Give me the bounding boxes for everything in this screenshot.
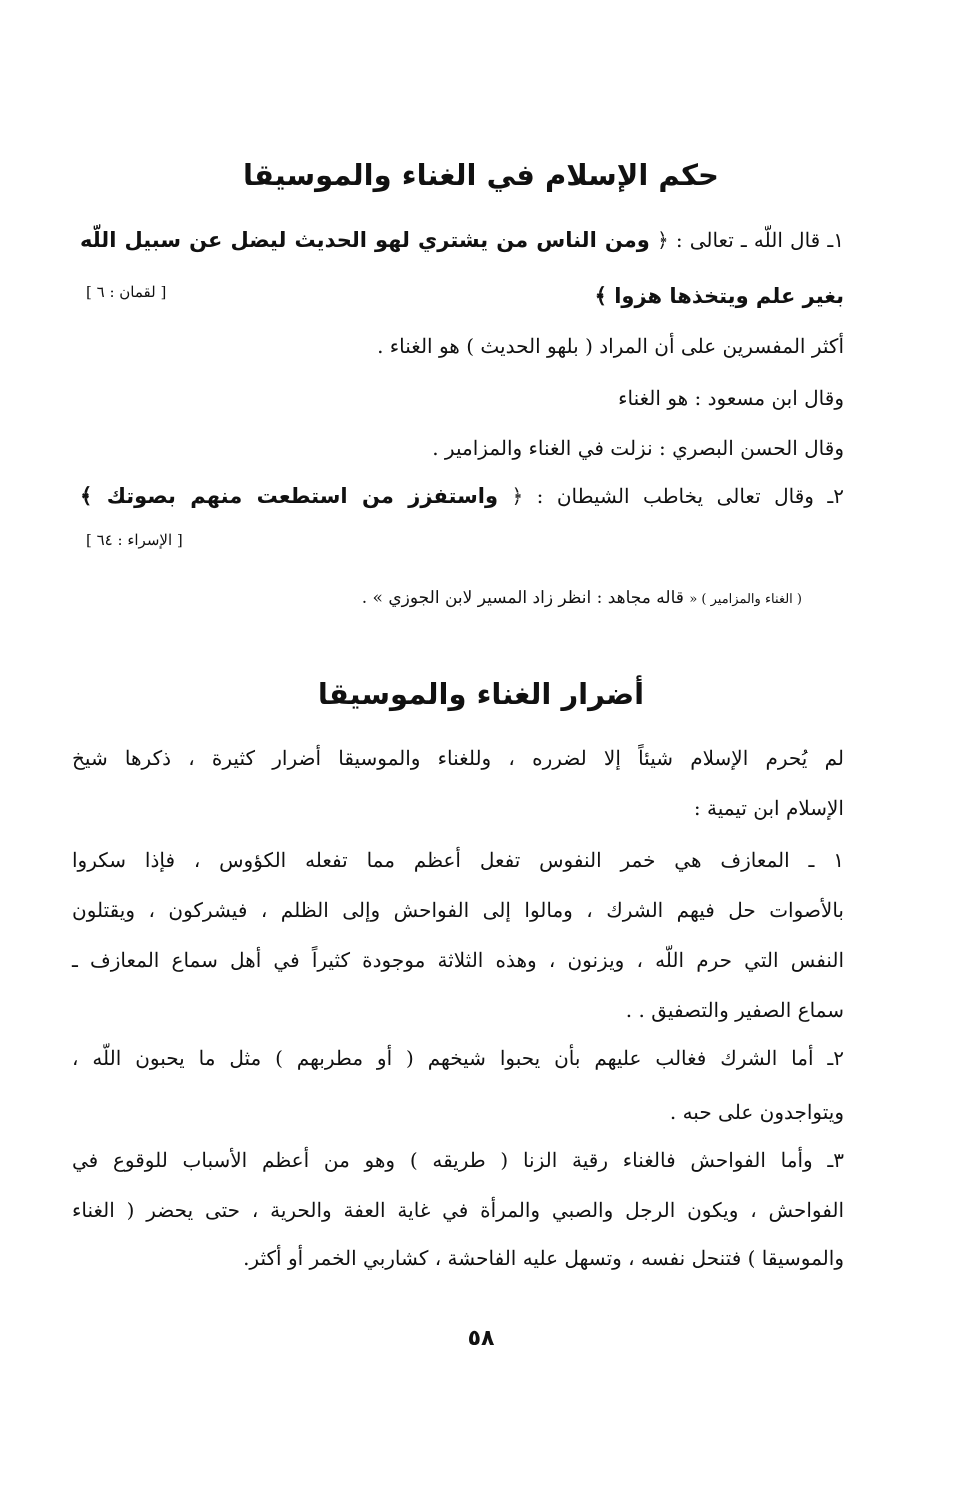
verse-reference-isra: [ الإسراء : ٦٤ ] bbox=[86, 531, 183, 549]
paragraph-line: ٣ـ وأما الفواحش فالغناء رقية الزنا ( طريقه ) وهو من أعظم الأسباب للوقوع في bbox=[72, 1148, 844, 1172]
footnote-text: قاله مجاهد : انظر زاد المسير لابن الجوزي » . bbox=[361, 588, 690, 608]
section-title-ruling: حكم الإسلام في الغناء والموسيقا bbox=[243, 158, 719, 192]
verse-line-3 bbox=[80, 478, 844, 514]
paragraph-line: والموسيقا ) فتنحل نفسه ، وتسهل عليه الفاحشة ، كشاربي الخمر أو أكثر. bbox=[243, 1246, 844, 1270]
paragraph-line: النفس التي حرم اللّه ، ويزنون ، وهذه الثلاثة موجودة كثيراً في أهل سماع المعازف ـ bbox=[72, 948, 844, 972]
paragraph-line: بالأصوات حل فيهم الشرك ، ومالوا إلى الفواحش وإلى الظلم ، فيشركون ، ويقتلون bbox=[72, 898, 844, 922]
footnote-small-text: ( الغناء والمزامير ) « bbox=[689, 592, 802, 607]
page-number: ٥٨ bbox=[467, 1326, 495, 1351]
quran-verse-text: ومن الناس من يشتري لهو الحديث ليضل عن سبيل اللّه bbox=[80, 228, 650, 252]
text-line: أكثر المفسرين على أن المراد ( بلهو الحديث ) هو الغناء . bbox=[377, 334, 844, 358]
paragraph-line: سماع الصفير والتصفيق . . bbox=[625, 998, 844, 1022]
quran-verse-text: واستفزز من استطعت منهم بصوتك ﴾ bbox=[80, 484, 499, 508]
footnote bbox=[362, 584, 802, 614]
section-title-harms: أضرار الغناء والموسيقا bbox=[317, 677, 645, 711]
verse-line-1 bbox=[80, 222, 844, 258]
verse-reference-luqman: [ لقمان : ٦ ] bbox=[86, 283, 167, 301]
paragraph-line: الفواحش ، ويكون الرجل والصبي والمرأة في غاية العفة والحرية ، حتى يحضر ( الغناء bbox=[72, 1198, 844, 1222]
quran-verse-text-continued: بغير علم ويتخذها هزوا ﴾ bbox=[594, 284, 844, 308]
verse-line-2 bbox=[80, 278, 844, 314]
verse-intro: ١ـ قال اللّه ـ تعالى : ﴿ bbox=[649, 228, 844, 252]
paragraph-line: ٢ـ أما الشرك فغالب عليهم بأن يحبوا شيخهم ( أو مطربهم ) مثل ما يحبون اللّه ، bbox=[72, 1046, 844, 1070]
paragraph-line: ويتواجدون على حبه . bbox=[669, 1100, 844, 1124]
paragraph-line: لم يُحرم الإسلام شيئاً إلا لضرره ، وللغناء والموسيقا أضرار كثيرة ، ذكرها شيخ bbox=[72, 746, 844, 770]
text-line: وقال ابن مسعود : هو الغناء bbox=[618, 386, 844, 410]
text-line: وقال الحسن البصري : نزلت في الغناء والمزامير . bbox=[432, 436, 844, 460]
paragraph-line: ١ ـ المعازف هي خمر النفوس تفعل أعظم مما تفعله الكؤوس ، فإذا سكروا bbox=[72, 848, 844, 872]
paragraph-line: الإسلام ابن تيمية : bbox=[693, 796, 844, 820]
verse-intro: ٢ـ وقال تعالى يخاطب الشيطان : ﴿ bbox=[498, 484, 844, 508]
